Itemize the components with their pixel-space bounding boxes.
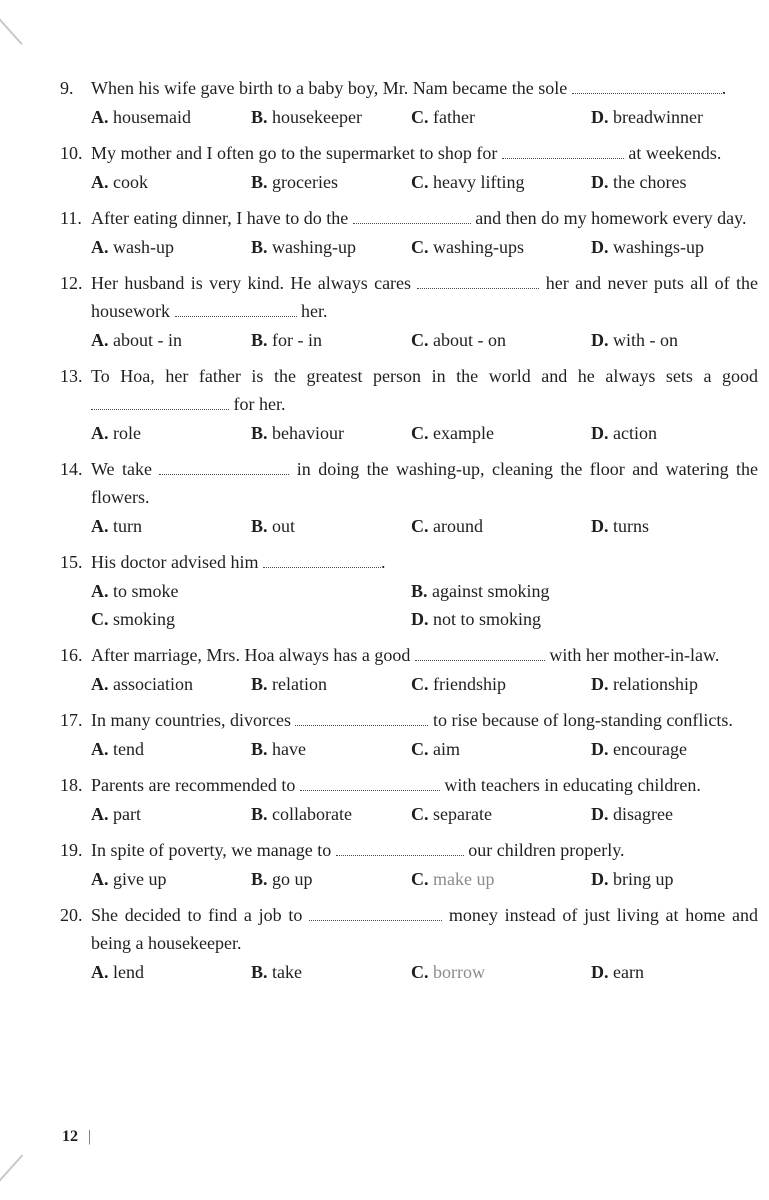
option-text: against smoking [427, 581, 550, 601]
question-number: 17. [60, 710, 83, 730]
options-row [91, 735, 758, 763]
question [60, 139, 758, 196]
option-b [251, 735, 411, 763]
option-text: behaviour [267, 423, 344, 443]
option-label: C. [411, 330, 429, 350]
question-number: 9. [60, 78, 74, 98]
stem-text: in doing the washing-up, cleaning the floor and watering the flowers. [91, 459, 758, 507]
option-c [411, 670, 591, 698]
question [60, 204, 758, 261]
answer-blank [502, 146, 624, 159]
option-c [411, 958, 591, 986]
option-label: A. [91, 581, 109, 601]
answer-blank [336, 843, 464, 856]
option-label: D. [591, 237, 609, 257]
option-label: C. [411, 674, 429, 694]
question-number: 13. [60, 366, 83, 386]
option-text: smoking [108, 609, 176, 629]
option-text: make up [428, 869, 495, 889]
stem-text: Her husband is very kind. He always cares [91, 273, 418, 293]
stem-text: at weekends. [623, 143, 722, 163]
options-row [91, 168, 758, 196]
option-text: father [428, 107, 475, 127]
question-stem [91, 548, 758, 576]
option-label: D. [591, 739, 609, 759]
option-label: A. [91, 330, 109, 350]
stem-text: His doctor advised him [91, 552, 263, 572]
stem-text: money instead of just living at home and being a housekeeper. [91, 905, 758, 953]
option-label: C. [91, 609, 109, 629]
question-number: 19. [60, 840, 83, 860]
scan-artifact-top-left [0, 17, 23, 45]
question [60, 706, 758, 763]
question-stem [91, 269, 758, 325]
option-c [411, 800, 591, 828]
option-text: cook [108, 172, 148, 192]
option-text: heavy lifting [428, 172, 525, 192]
option-a [91, 103, 251, 131]
stem-text: . [380, 552, 386, 572]
answer-blank [415, 648, 545, 661]
options-row [91, 233, 758, 261]
option-label: D. [591, 962, 609, 982]
stem-text: In spite of poverty, we manage to [91, 840, 336, 860]
question-stem [91, 362, 758, 418]
option-b [251, 512, 411, 540]
question-list [60, 74, 758, 994]
option-label: C. [411, 739, 429, 759]
option-label: A. [91, 674, 109, 694]
stem-text: In many countries, divorces [91, 710, 296, 730]
question-body [91, 139, 758, 196]
scan-artifact-bottom-left [0, 1154, 23, 1184]
option-label: B. [251, 172, 268, 192]
answer-blank [417, 276, 539, 289]
option-label: A. [91, 739, 109, 759]
answer-blank [263, 555, 381, 568]
question-stem [91, 455, 758, 511]
question-number: 10. [60, 143, 83, 163]
option-b [251, 800, 411, 828]
option-d [591, 419, 758, 447]
option-text: turn [108, 516, 142, 536]
page-number: 12 [62, 1128, 78, 1145]
stem-text: her and never puts all of the housework [91, 273, 758, 321]
option-text: association [108, 674, 193, 694]
option-c [411, 103, 591, 131]
option-label: C. [411, 962, 429, 982]
option-b [251, 958, 411, 986]
stem-text: My mother and I often go to the supermarket to shop for [91, 143, 502, 163]
option-text: aim [428, 739, 460, 759]
question [60, 771, 758, 828]
option-a [91, 958, 251, 986]
option-text: give up [108, 869, 167, 889]
stem-text: To Hoa, her father is the greatest person in the world and he always sets a good [91, 366, 758, 386]
option-a [91, 735, 251, 763]
question-stem [91, 706, 758, 734]
option-text: turns [608, 516, 649, 536]
option-label: B. [251, 516, 268, 536]
option-text: not to smoking [428, 609, 542, 629]
option-a [91, 326, 251, 354]
option-text: relationship [608, 674, 698, 694]
option-b [251, 326, 411, 354]
option-a [91, 419, 251, 447]
option-label: A. [91, 107, 109, 127]
option-b [411, 577, 758, 605]
answer-blank [175, 304, 297, 317]
option-text: borrow [428, 962, 485, 982]
option-label: B. [251, 804, 268, 824]
question [60, 836, 758, 893]
question-body [91, 362, 758, 447]
option-d [591, 958, 758, 986]
question-body [91, 455, 758, 540]
option-text: take [267, 962, 302, 982]
option-text: role [108, 423, 141, 443]
option-text: about - on [428, 330, 506, 350]
option-label: C. [411, 804, 429, 824]
option-a [91, 512, 251, 540]
stem-text: After eating dinner, I have to do the [91, 208, 353, 228]
answer-blank [309, 908, 442, 921]
question-number: 12. [60, 273, 83, 293]
option-text: housemaid [108, 107, 191, 127]
question-body [91, 706, 758, 763]
option-text: disagree [608, 804, 673, 824]
option-c [411, 326, 591, 354]
answer-blank [159, 462, 289, 475]
question-number: 20. [60, 905, 83, 925]
option-label: A. [91, 423, 109, 443]
options-row [91, 577, 758, 633]
answer-blank [91, 397, 229, 410]
option-c [411, 735, 591, 763]
options-row [91, 103, 758, 131]
question-stem [91, 901, 758, 957]
question-stem [91, 641, 758, 669]
option-label: B. [411, 581, 428, 601]
option-text: to smoke [108, 581, 179, 601]
option-text: example [428, 423, 494, 443]
question-number: 15. [60, 552, 83, 572]
option-text: lend [108, 962, 144, 982]
answer-blank [300, 778, 440, 791]
option-b [251, 233, 411, 261]
option-label: B. [251, 423, 268, 443]
option-label: C. [411, 423, 429, 443]
option-c [411, 233, 591, 261]
option-b [251, 865, 411, 893]
option-text: bring up [608, 869, 674, 889]
option-text: out [267, 516, 296, 536]
option-text: relation [267, 674, 327, 694]
option-text: earn [608, 962, 644, 982]
stem-text: After marriage, Mrs. Hoa always has a good [91, 645, 415, 665]
option-text: groceries [267, 172, 338, 192]
option-label: C. [411, 869, 429, 889]
option-label: B. [251, 869, 268, 889]
stem-text: We take [91, 459, 160, 479]
question-number: 11. [60, 208, 82, 228]
option-label: B. [251, 962, 268, 982]
stem-text: She decided to find a job to [91, 905, 310, 925]
question-body [91, 641, 758, 698]
question-body [91, 901, 758, 986]
option-a [91, 233, 251, 261]
option-d [591, 326, 758, 354]
option-label: A. [91, 962, 109, 982]
option-text: housekeeper [267, 107, 362, 127]
option-a [91, 168, 251, 196]
question-stem [91, 139, 758, 167]
question-body [91, 204, 758, 261]
options-row [91, 419, 758, 447]
question [60, 548, 758, 633]
option-d [591, 800, 758, 828]
option-label: C. [411, 237, 429, 257]
question-stem [91, 836, 758, 864]
question [60, 362, 758, 447]
option-text: washing-ups [428, 237, 524, 257]
option-d [591, 735, 758, 763]
question [60, 641, 758, 698]
option-d [591, 103, 758, 131]
stem-text: with teachers in educating children. [439, 775, 701, 795]
option-text: action [608, 423, 657, 443]
option-label: B. [251, 739, 268, 759]
option-text: encourage [608, 739, 687, 759]
option-label: B. [251, 674, 268, 694]
option-label: B. [251, 107, 268, 127]
option-b [251, 419, 411, 447]
option-d [591, 512, 758, 540]
question-body [91, 269, 758, 354]
option-label: A. [91, 516, 109, 536]
option-text: have [267, 739, 306, 759]
question-body [91, 74, 758, 131]
question [60, 901, 758, 986]
question-stem [91, 771, 758, 799]
options-row [91, 958, 758, 986]
option-label: D. [411, 609, 429, 629]
option-label: B. [251, 237, 268, 257]
option-c [411, 512, 591, 540]
stem-text: our children properly. [463, 840, 625, 860]
option-label: D. [591, 107, 609, 127]
option-label: A. [91, 804, 109, 824]
answer-blank [572, 81, 722, 94]
option-text: tend [108, 739, 144, 759]
option-text: washing-up [267, 237, 357, 257]
option-label: D. [591, 330, 609, 350]
option-label: D. [591, 423, 609, 443]
question-stem [91, 74, 758, 102]
option-label: A. [91, 237, 109, 257]
option-text: about - in [108, 330, 182, 350]
option-text: collaborate [267, 804, 352, 824]
option-text: for - in [267, 330, 322, 350]
option-a [91, 865, 251, 893]
option-label: C. [411, 172, 429, 192]
option-label: D. [591, 804, 609, 824]
option-label: D. [591, 172, 609, 192]
option-a [91, 577, 411, 605]
options-row [91, 670, 758, 698]
answer-blank [295, 713, 428, 726]
question-body [91, 836, 758, 893]
option-d [411, 605, 758, 633]
option-text: around [428, 516, 483, 536]
question-number: 14. [60, 459, 83, 479]
option-d [591, 865, 758, 893]
question-number: 18. [60, 775, 83, 795]
stem-text: . [721, 78, 727, 98]
option-text: with - on [608, 330, 678, 350]
option-text: go up [267, 869, 313, 889]
option-label: C. [411, 516, 429, 536]
option-b [251, 168, 411, 196]
option-text: breadwinner [608, 107, 703, 127]
option-d [591, 670, 758, 698]
option-label: D. [591, 516, 609, 536]
option-c [411, 419, 591, 447]
option-label: D. [591, 674, 609, 694]
option-text: wash-up [108, 237, 174, 257]
option-d [591, 168, 758, 196]
option-label: D. [591, 869, 609, 889]
question-body [91, 771, 758, 828]
stem-text: for her. [229, 394, 286, 414]
option-label: B. [251, 330, 268, 350]
question-body [91, 548, 758, 633]
option-a [91, 670, 251, 698]
stem-text: with her mother-in-law. [544, 645, 720, 665]
page-footer [62, 1126, 91, 1148]
option-c [91, 605, 411, 633]
footer-divider: | [88, 1128, 92, 1145]
option-text: washings-up [608, 237, 704, 257]
option-b [251, 670, 411, 698]
option-label: A. [91, 869, 109, 889]
question-stem [91, 204, 758, 232]
question [60, 74, 758, 131]
option-d [591, 233, 758, 261]
options-row [91, 512, 758, 540]
answer-blank [353, 211, 471, 224]
option-c [411, 168, 591, 196]
stem-text: When his wife gave birth to a baby boy, Mr. Nam became the sole [91, 78, 572, 98]
option-text: separate [428, 804, 492, 824]
option-text: the chores [608, 172, 687, 192]
stem-text: her. [296, 301, 328, 321]
option-text: part [108, 804, 141, 824]
option-label: C. [411, 107, 429, 127]
option-b [251, 103, 411, 131]
option-a [91, 800, 251, 828]
stem-text: and then do my homework every day. [470, 208, 747, 228]
stem-text: to rise because of long-standing conflicts. [428, 710, 733, 730]
option-c [411, 865, 591, 893]
stem-text: Parents are recommended to [91, 775, 300, 795]
options-row [91, 865, 758, 893]
question [60, 269, 758, 354]
question [60, 455, 758, 540]
options-row [91, 326, 758, 354]
option-text: friendship [428, 674, 506, 694]
question-number: 16. [60, 645, 83, 665]
options-row [91, 800, 758, 828]
option-label: A. [91, 172, 109, 192]
